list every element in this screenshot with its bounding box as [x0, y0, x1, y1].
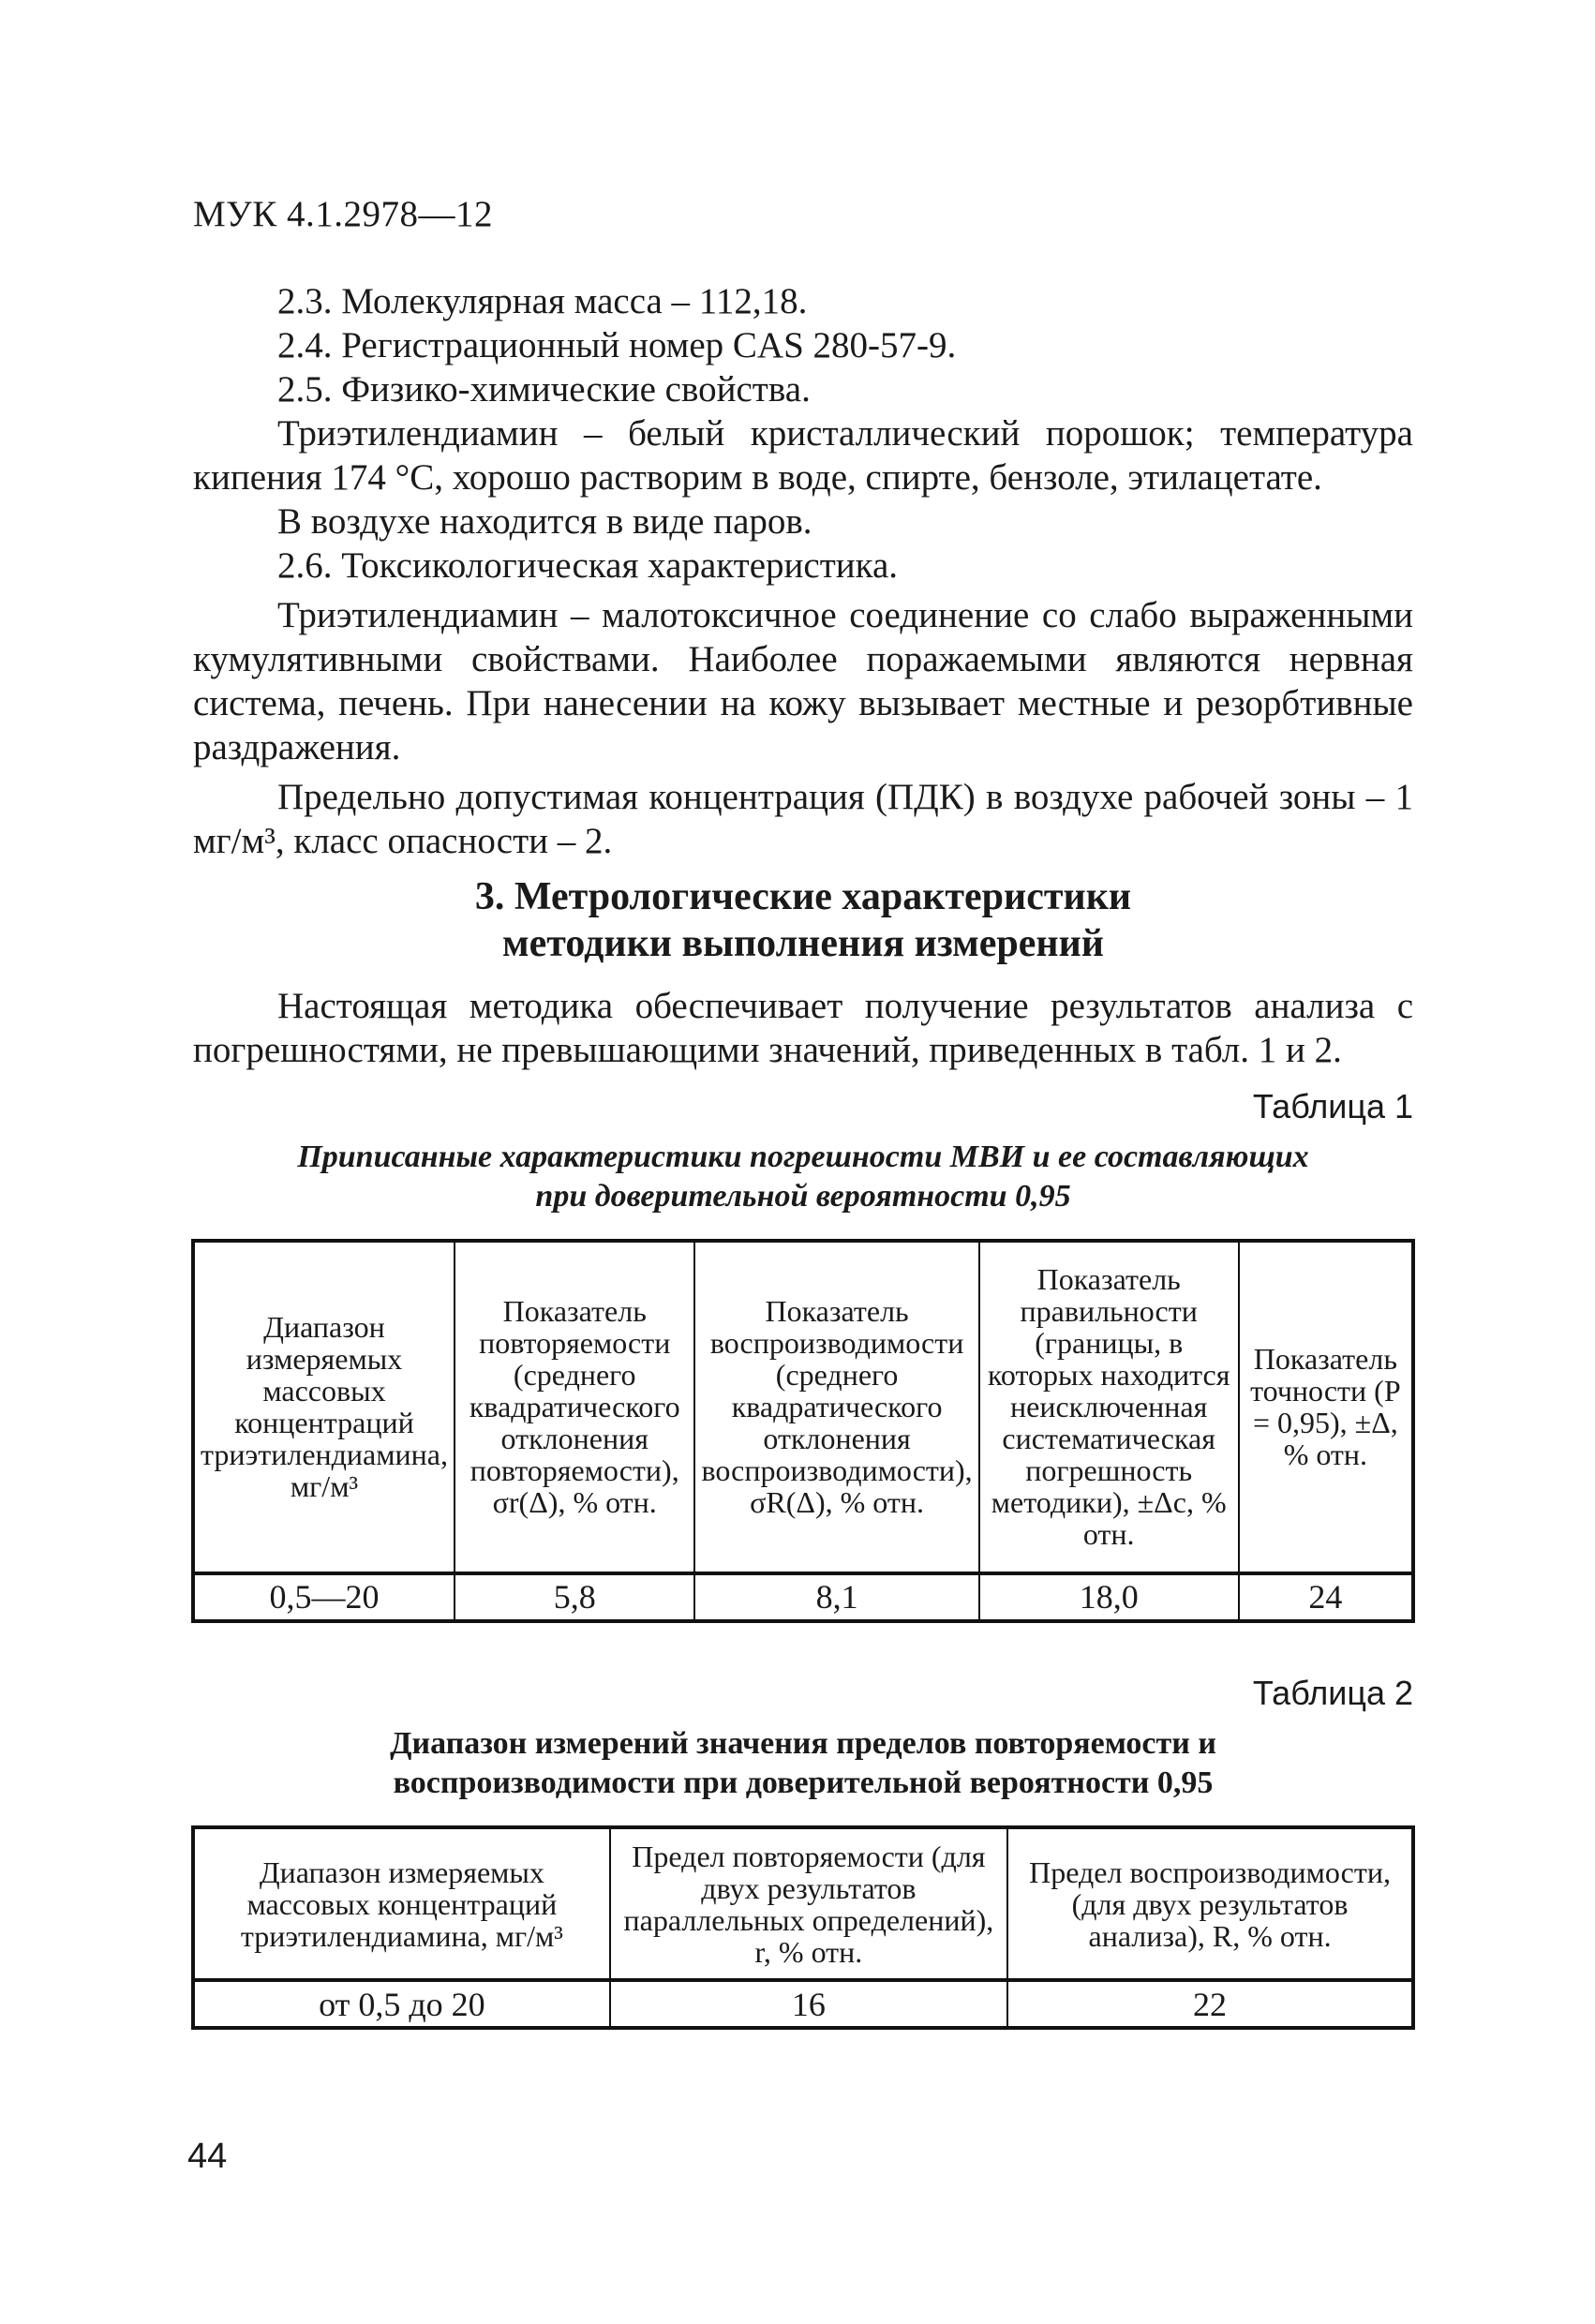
table-1-header-repeatability: Показатель повторяемости (среднего квадратического отклонения повторяемости), σr(Δ), % отн. — [455, 1241, 695, 1573]
paragraph-toxicology-heading: 2.6. Токсикологическая характеристика. — [277, 545, 899, 586]
table-2-label: Таблица 2 — [1252, 1674, 1413, 1712]
table-1 — [191, 1239, 1415, 1623]
paragraph-cas-number: 2.4. Регистрационный номер CAS 280-57-9. — [277, 325, 957, 365]
section-3-intro — [193, 984, 1413, 1072]
table-1-value-reproducibility: 8,1 — [694, 1573, 978, 1621]
table-2-header-row — [193, 1827, 1413, 1980]
paragraph-physchem-heading: 2.5. Физико-химические свойства. — [277, 369, 811, 410]
table-1-caption-line2: при доверительной вероятности 0,95 — [535, 1179, 1071, 1214]
section-3-intro-text: Настоящая методика обеспечивает получение результатов анализа с погрешностями, не превышающими значений, приведенных в табл. 1 и 2. — [193, 986, 1413, 1070]
paragraph-pdk: Предельно допустимая концентрация (ПДК) в воздухе рабочей зоны – 1 мг/м³, класс опасности – 2. — [193, 777, 1413, 861]
table-1-header-row — [193, 1241, 1413, 1573]
paragraph-molecular-mass: 2.3. Молекулярная масса – 112,18. — [277, 281, 808, 321]
table-2-value-row — [193, 1980, 1413, 2028]
table-1-header-range: Диапазон измеряемых массовых концентраций триэтилендиамина, мг/м³ — [193, 1241, 455, 1573]
table-1-value-accuracy: 24 — [1239, 1573, 1413, 1621]
table-1-header-trueness: Показатель правильности (границы, в которых находится неисключенная систематическая погрешность методики), ±Δc, % отн. — [979, 1241, 1239, 1573]
document-code-header: МУК 4.1.2978—12 — [193, 194, 494, 234]
table-2-value-range: от 0,5 до 20 — [193, 1980, 610, 2028]
section-3-title-line1: 3. Метрологические характеристики — [474, 875, 1132, 918]
section-3-title-line2: методики выполнения измерений — [502, 922, 1104, 965]
table-2-header-range: Диапазон измеряемых массовых концентраций триэтилендиамина, мг/м³ — [193, 1827, 610, 1980]
table-2-caption-line1: Диапазон измерений значения пределов повторяемости и — [390, 1726, 1216, 1761]
table-1-value-repeatability: 5,8 — [455, 1573, 695, 1621]
table-1-header-accuracy: Показатель точности (P = 0,95), ±Δ, % отн. — [1239, 1241, 1413, 1573]
table-2-caption — [193, 1724, 1413, 1803]
table-1-label: Таблица 1 — [1252, 1087, 1413, 1125]
table-2-value-reproducibility-limit: 22 — [1007, 1980, 1413, 2028]
table-2-caption-line2: воспроизводимости при доверительной вероятности 0,95 — [393, 1765, 1214, 1800]
body-text — [193, 279, 1413, 863]
table-1-caption-line1: Приписанные характеристики погрешности МВИ и ее составляющих — [297, 1140, 1309, 1174]
table-1-header-reproducibility: Показатель воспроизводимости (среднего квадратического отклонения воспроизводимости), σR(Δ), % отн. — [694, 1241, 978, 1573]
section-3-title — [193, 873, 1413, 967]
table-2-value-repeatability-limit: 16 — [610, 1980, 1007, 2028]
table-1-value-row — [193, 1573, 1413, 1621]
table-2 — [191, 1825, 1415, 2030]
table-1-value-range: 0,5—20 — [193, 1573, 455, 1621]
table-1-value-trueness: 18,0 — [979, 1573, 1239, 1621]
paragraph-toxicology-description: Триэтилендиамин – малотоксичное соединение со слабо выраженными кумулятивными свойствами. Наиболее поражаемыми являются нервная система, печень. При нанесении на кожу вызывает местные и резорбтивные раздражения. — [193, 595, 1413, 767]
table-2-header-repeatability-limit: Предел повторяемости (для двух результатов параллельных определений), r, % отн. — [610, 1827, 1007, 1980]
page-number: 44 — [187, 2137, 228, 2176]
table-1-caption — [193, 1138, 1413, 1216]
table-2-header-reproducibility-limit: Предел воспроизводимости, (для двух результатов анализа), R, % отн. — [1007, 1827, 1413, 1980]
paragraph-air-state: В воздухе находится в виде паров. — [277, 501, 812, 542]
paragraph-physchem-description: Триэтилендиамин – белый кристаллический порошок; температура кипения 174 °С, хорошо растворим в воде, спирте, бензоле, этилацетате. — [193, 413, 1413, 498]
